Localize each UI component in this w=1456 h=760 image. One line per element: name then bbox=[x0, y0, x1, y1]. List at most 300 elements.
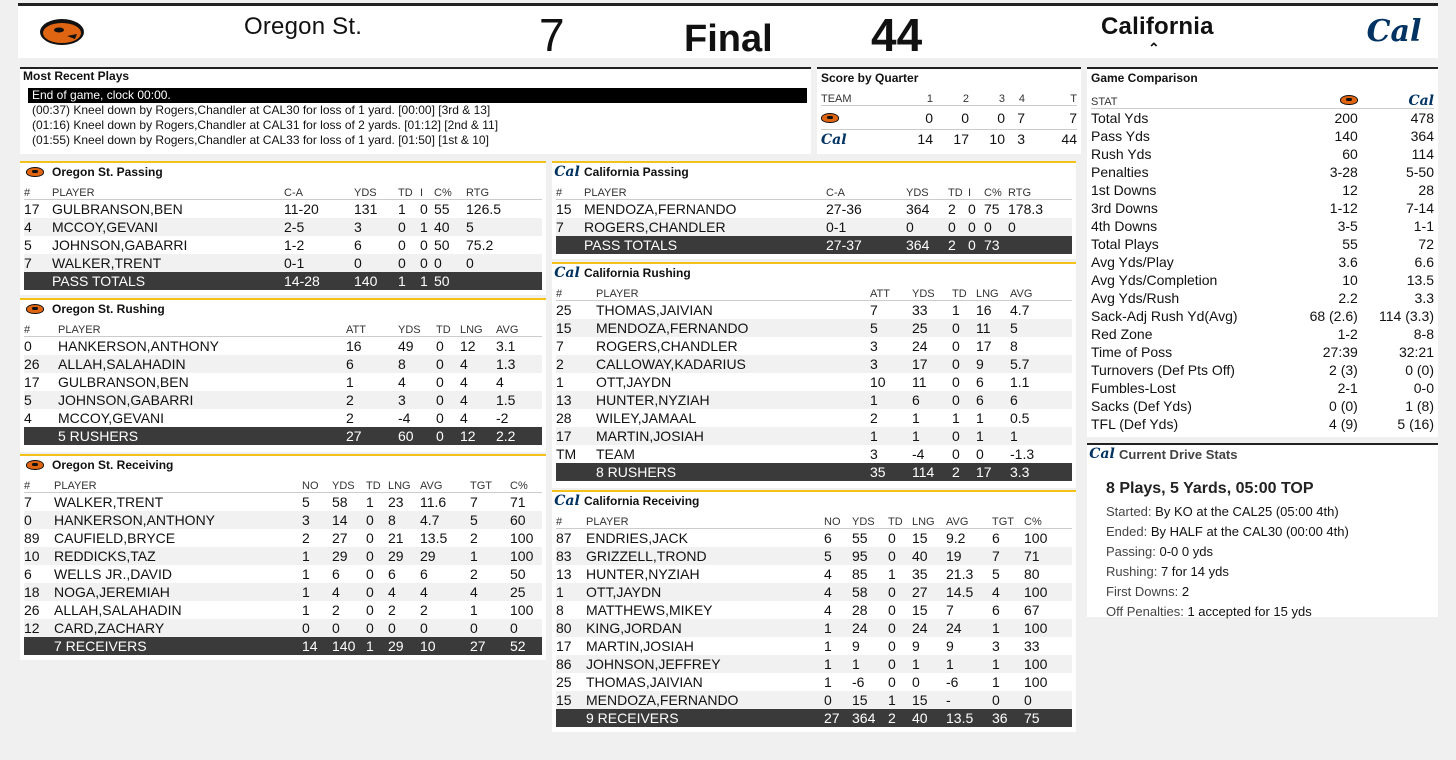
table-row[interactable] bbox=[24, 236, 542, 254]
stat-cell: 5 bbox=[992, 566, 1000, 582]
stat-cell: 0-1 bbox=[826, 218, 906, 236]
totals-cell: 2 bbox=[948, 236, 968, 254]
stat-value: 72 bbox=[1418, 236, 1434, 252]
stat-label: Avg Yds/Rush bbox=[1091, 290, 1180, 306]
col-header: I bbox=[420, 183, 434, 200]
stat-cell: 58 bbox=[332, 494, 348, 510]
stat-cell: 6 bbox=[346, 355, 398, 373]
stat-cell: 0 bbox=[510, 619, 542, 637]
col-header: TD bbox=[952, 284, 976, 301]
totals-row bbox=[556, 463, 1072, 481]
totals-cell: 2.2 bbox=[496, 427, 542, 445]
table-row[interactable] bbox=[24, 200, 542, 219]
osu-passing-title: Oregon St. Passing bbox=[52, 165, 163, 179]
col-header: RTG bbox=[466, 183, 542, 200]
col-header: # bbox=[24, 183, 52, 200]
stat-cell: 0 bbox=[952, 374, 960, 390]
stat-cell: 5 bbox=[24, 391, 58, 409]
stat-cell: 1 bbox=[870, 391, 912, 409]
stat-cell: 1-2 bbox=[284, 237, 305, 253]
table-row[interactable] bbox=[24, 619, 542, 637]
col-header: TD bbox=[888, 512, 912, 529]
play-row[interactable]: (01:55) Kneel down by Rogers,Chandler at CAL33 for loss of 1 yard. [01:50] [1st & 10] bbox=[32, 133, 489, 147]
stat-cell: 11-20 bbox=[284, 201, 319, 217]
totals-cell: 1 bbox=[420, 272, 434, 290]
stat-cell: 50 bbox=[434, 237, 450, 253]
stat-cell: 100 bbox=[510, 602, 534, 618]
stat-cell: 6 bbox=[992, 530, 1000, 546]
table-row[interactable] bbox=[556, 301, 1072, 320]
stat-cell: 0 bbox=[912, 674, 920, 690]
table-row[interactable] bbox=[556, 637, 1072, 655]
col-header: AVG bbox=[946, 512, 992, 529]
stat-cell: 100 bbox=[1024, 674, 1048, 690]
stat-cell: 17 bbox=[556, 427, 596, 445]
stat-cell: 4 bbox=[824, 566, 832, 582]
table-row bbox=[1091, 145, 1434, 163]
stat-cell: 11.6 bbox=[420, 494, 447, 510]
drive-stats-title: Current Drive Stats bbox=[1119, 446, 1238, 462]
col-header: 4 bbox=[1005, 89, 1025, 106]
table-row bbox=[1091, 199, 1434, 217]
stat-cell: 0 bbox=[332, 619, 366, 637]
stat-cell: 1.1 bbox=[1010, 374, 1030, 390]
stat-label: Pass Yds bbox=[1091, 128, 1150, 144]
stat-cell: 2 bbox=[470, 566, 478, 582]
stat-cell: 15 bbox=[556, 691, 586, 709]
osu-passing-panel bbox=[20, 161, 546, 295]
stat-cell: 16 bbox=[346, 338, 362, 354]
stat-cell: 5 bbox=[470, 511, 510, 529]
totals-cell: 35 bbox=[870, 463, 912, 481]
stat-cell: 75 bbox=[984, 201, 1000, 217]
stat-cell: 87 bbox=[556, 530, 572, 546]
game-status: Final bbox=[684, 18, 773, 60]
drive-stat-line: Off Penalties: 1 accepted for 15 yds bbox=[1106, 604, 1312, 619]
table-row bbox=[1091, 235, 1434, 253]
stat-cell: 9 bbox=[912, 638, 920, 654]
stat-cell: 28 bbox=[556, 410, 572, 426]
stat-cell: 1 bbox=[946, 655, 992, 673]
totals-cell: 73 bbox=[984, 236, 1008, 254]
beaver-logo-icon bbox=[26, 460, 44, 470]
totals-cell bbox=[556, 463, 596, 481]
stat-value: 1-1 bbox=[1413, 218, 1434, 234]
table-row[interactable] bbox=[24, 511, 542, 529]
col-header: TEAM bbox=[821, 89, 911, 106]
table-row bbox=[1091, 415, 1434, 433]
stat-cell: -4 bbox=[912, 446, 925, 462]
away-team-name[interactable]: Oregon St. bbox=[244, 13, 363, 40]
player-name: CALLOWAY,KADARIUS bbox=[596, 355, 870, 373]
stat-value: 3.3 bbox=[1414, 290, 1434, 306]
stat-cell: 3 bbox=[870, 446, 878, 462]
totals-cell: 27 bbox=[470, 637, 510, 655]
stat-cell: 4 bbox=[460, 391, 496, 409]
stat-value: 140 bbox=[1334, 128, 1358, 144]
stat-cell: 0 bbox=[420, 201, 428, 217]
table-row[interactable] bbox=[556, 373, 1072, 391]
stat-label: Time of Poss bbox=[1091, 344, 1173, 360]
col-header: 2 bbox=[933, 89, 969, 106]
player-name: THOMAS,JAIVIAN bbox=[586, 674, 703, 690]
totals-cell: 27 bbox=[824, 709, 852, 727]
play-row[interactable]: (01:16) Kneel down by Rogers,Chandler at CAL31 for loss of 2 yards. [01:12] [2nd & 11] bbox=[32, 118, 499, 132]
stat-cell: 0 bbox=[470, 619, 510, 637]
player-name: ENDRIES,JACK bbox=[586, 530, 688, 546]
table-row bbox=[1091, 253, 1434, 271]
table-row bbox=[1091, 217, 1434, 235]
stat-cell: 126.5 bbox=[466, 201, 502, 217]
totals-cell: 1 bbox=[398, 272, 420, 290]
table-row[interactable] bbox=[556, 565, 1072, 583]
total-score: 7 bbox=[1069, 109, 1077, 126]
stat-cell: 0 bbox=[968, 218, 984, 236]
player-name: HUNTER,NYZIAH bbox=[596, 391, 870, 409]
stat-value: 3-28 bbox=[1329, 164, 1358, 180]
col-header: LNG bbox=[912, 512, 946, 529]
player-name: MATTHEWS,MIKEY bbox=[586, 602, 713, 618]
stat-cell: 0 bbox=[984, 218, 1008, 236]
col-header: NO bbox=[302, 476, 332, 493]
table-row[interactable] bbox=[556, 445, 1072, 463]
table-row[interactable] bbox=[556, 200, 1072, 219]
totals-cell: 52 bbox=[510, 637, 542, 655]
stat-label: Total Yds bbox=[1091, 110, 1149, 126]
table-row[interactable] bbox=[556, 673, 1072, 691]
quarter-score: 10 bbox=[989, 131, 1005, 147]
table-row bbox=[1091, 163, 1434, 181]
player-name: GRIZZELL,TROND bbox=[586, 547, 824, 565]
stat-cell: 15 bbox=[556, 201, 572, 217]
drive-stat-line: Ended: By HALF at the CAL30 (00:00 4th) bbox=[1106, 524, 1349, 539]
player-name: HANKERSON,ANTHONY bbox=[54, 511, 302, 529]
stat-cell: 4 bbox=[332, 583, 366, 601]
stat-cell: 7 bbox=[556, 218, 584, 236]
stat-cell: 0 bbox=[436, 338, 444, 354]
table-row[interactable] bbox=[556, 218, 1072, 236]
play-row[interactable]: (00:37) Kneel down by Rogers,Chandler at CAL30 for loss of 1 yard. [00:00] [3rd & 13] bbox=[32, 103, 491, 117]
stat-value: 27:39 bbox=[1322, 344, 1358, 360]
stat-cell: 0 bbox=[888, 583, 912, 601]
stat-cell: 0.5 bbox=[1010, 410, 1030, 426]
col-header: PLAYER bbox=[54, 476, 302, 493]
stat-cell: 0 bbox=[888, 638, 896, 654]
col-header: I bbox=[968, 183, 984, 200]
stat-cell: 1 bbox=[556, 583, 586, 601]
stat-cell: 9 bbox=[946, 638, 954, 654]
totals-cell: 114 bbox=[912, 463, 952, 481]
drive-stats-panel bbox=[1087, 443, 1438, 617]
stat-cell: 0 bbox=[366, 566, 374, 582]
col-header: PLAYER bbox=[52, 183, 284, 200]
stat-cell: 71 bbox=[1024, 547, 1072, 565]
stat-cell: 2 bbox=[420, 602, 428, 618]
beaver-logo-icon bbox=[821, 113, 839, 123]
table-row[interactable] bbox=[556, 619, 1072, 637]
table-row[interactable] bbox=[24, 547, 542, 565]
stat-cell: 0 bbox=[388, 619, 420, 637]
player-name: THOMAS,JAIVIAN bbox=[596, 302, 713, 318]
stat-label: Total Plays bbox=[1091, 236, 1159, 252]
col-header: TD bbox=[948, 183, 968, 200]
stat-cell: 8 bbox=[398, 355, 436, 373]
home-team-logo[interactable] bbox=[1363, 10, 1425, 54]
table-row[interactable] bbox=[24, 373, 542, 391]
chevron-up-icon[interactable]: ⌃ bbox=[1148, 40, 1160, 56]
stat-cell: 1 bbox=[470, 547, 510, 565]
table-row[interactable] bbox=[24, 254, 542, 272]
table-row[interactable] bbox=[556, 355, 1072, 373]
table-row[interactable] bbox=[24, 565, 542, 583]
stat-cell: 13 bbox=[556, 566, 572, 582]
table-row[interactable] bbox=[24, 583, 542, 601]
stat-cell: 40 bbox=[434, 218, 466, 236]
stat-cell: 10 bbox=[870, 374, 886, 390]
player-name: KING,JORDAN bbox=[586, 619, 824, 637]
stat-cell: 0 bbox=[366, 530, 374, 546]
col-header: AVG bbox=[1010, 284, 1072, 301]
stat-cell: 6 bbox=[420, 566, 428, 582]
stat-cell: 9 bbox=[852, 638, 860, 654]
stat-value: 1-2 bbox=[1337, 326, 1358, 342]
stat-value: 4 (9) bbox=[1329, 416, 1358, 432]
stat-cell: 1 bbox=[470, 602, 478, 618]
stat-cell: 89 bbox=[24, 530, 40, 546]
stat-value: 0-0 bbox=[1413, 380, 1434, 396]
stat-cell: 0 bbox=[420, 254, 434, 272]
table-row[interactable] bbox=[24, 337, 542, 356]
totals-cell bbox=[556, 709, 586, 727]
table-row[interactable] bbox=[556, 583, 1072, 601]
stat-value: 28 bbox=[1418, 182, 1434, 198]
col-header: C-A bbox=[284, 183, 354, 200]
stat-cell: 95 bbox=[852, 547, 888, 565]
stat-cell: 0 bbox=[398, 237, 406, 253]
osu-rushing-panel bbox=[20, 298, 546, 452]
stat-cell: 17 bbox=[912, 355, 952, 373]
totals-row bbox=[556, 236, 1072, 254]
stat-cell: 14.5 bbox=[946, 583, 992, 601]
stat-cell: 17 bbox=[556, 638, 572, 654]
col-header: YDS bbox=[398, 320, 436, 337]
col-header: TD bbox=[398, 183, 420, 200]
player-name: GULBRANSON,BEN bbox=[58, 374, 189, 390]
totals-cell: 17 bbox=[976, 463, 1010, 481]
stat-cell: 7 bbox=[470, 494, 478, 510]
table-row bbox=[1091, 181, 1434, 199]
totals-cell: 36 bbox=[992, 709, 1024, 727]
stat-cell: 25 bbox=[510, 583, 542, 601]
stat-cell: 0 bbox=[968, 201, 976, 217]
table-row[interactable] bbox=[24, 529, 542, 547]
stat-value: 8-8 bbox=[1413, 326, 1434, 342]
game-comparison-table bbox=[1091, 91, 1434, 433]
col-header: # bbox=[556, 284, 596, 301]
stat-cell: 7 bbox=[24, 254, 52, 272]
cal-rushing-panel bbox=[552, 262, 1076, 488]
table-row bbox=[821, 130, 1077, 149]
player-name: NOGA,JEREMIAH bbox=[54, 583, 302, 601]
stat-cell: 4 bbox=[496, 374, 504, 390]
stat-value: 32:21 bbox=[1398, 344, 1434, 360]
player-name: MCCOY,GEVANI bbox=[58, 410, 165, 426]
quarter-score: 14 bbox=[917, 131, 933, 147]
stat-cell: 0 bbox=[952, 446, 960, 462]
player-name: ROGERS,CHANDLER bbox=[596, 338, 738, 354]
stat-cell: 1 bbox=[302, 566, 310, 582]
stat-cell: 5 bbox=[870, 319, 912, 337]
stat-cell: 55 bbox=[434, 201, 450, 217]
col-header: TD bbox=[436, 320, 460, 337]
stat-cell: 6 bbox=[976, 374, 984, 390]
table-row bbox=[1091, 361, 1434, 379]
totals-cell bbox=[24, 272, 52, 290]
stat-cell: 1 bbox=[888, 566, 896, 582]
totals-cell bbox=[1008, 236, 1072, 254]
stat-cell: 17 bbox=[24, 374, 40, 390]
stat-cell: 6 bbox=[992, 602, 1000, 618]
stat-cell: 1 bbox=[302, 547, 332, 565]
stat-cell: 7 bbox=[946, 602, 954, 618]
totals-label: PASS TOTALS bbox=[584, 236, 826, 254]
quarter-score: 7 bbox=[1017, 109, 1025, 126]
score-by-quarter-panel bbox=[817, 67, 1081, 154]
col-header: AVG bbox=[496, 320, 542, 337]
stat-label: Sacks (Def Yds) bbox=[1091, 398, 1192, 414]
stat-cell: 4 bbox=[460, 374, 468, 390]
cal-passing-table bbox=[556, 183, 1072, 254]
stat-cell: 2 bbox=[388, 602, 396, 618]
stat-value: 60 bbox=[1342, 146, 1358, 162]
stat-cell: 9 bbox=[976, 355, 1010, 373]
stat-cell: 71 bbox=[510, 494, 526, 510]
stat-cell: 1 bbox=[824, 638, 832, 654]
player-name: MENDOZA,FERNANDO bbox=[584, 201, 737, 217]
totals-cell: 2 bbox=[952, 463, 976, 481]
play-row[interactable]: End of game, clock 00:00. bbox=[28, 88, 807, 103]
drive-stat-line: Passing: 0-0 0 yds bbox=[1106, 544, 1213, 559]
stat-cell: 1 bbox=[824, 619, 852, 637]
stat-cell: 0-1 bbox=[284, 254, 354, 272]
stat-label: Fumbles-Lost bbox=[1091, 380, 1176, 396]
stat-cell: 0 bbox=[1008, 218, 1072, 236]
totals-label: 7 RECEIVERS bbox=[54, 637, 302, 655]
stat-cell: 100 bbox=[510, 547, 542, 565]
table-row[interactable] bbox=[24, 409, 542, 427]
col-header: 3 bbox=[969, 89, 1005, 106]
stat-cell: 1 bbox=[952, 302, 960, 318]
cal-logo-icon: Cal bbox=[554, 164, 580, 180]
stat-value: 5 (16) bbox=[1397, 416, 1434, 432]
stat-label: Red Zone bbox=[1091, 326, 1153, 342]
stat-cell: 0 bbox=[888, 619, 912, 637]
stat-cell: 0 bbox=[888, 602, 896, 618]
table-row bbox=[1091, 127, 1434, 145]
table-row[interactable] bbox=[556, 691, 1072, 709]
stat-cell: 0 bbox=[24, 338, 32, 354]
home-team-name[interactable]: California bbox=[1101, 13, 1214, 40]
game-comparison-panel bbox=[1087, 67, 1438, 437]
table-row[interactable] bbox=[24, 355, 542, 373]
table-row[interactable] bbox=[556, 655, 1072, 673]
totals-cell: 50 bbox=[434, 272, 466, 290]
stat-cell: 0 bbox=[354, 254, 398, 272]
stat-cell: 2 bbox=[556, 355, 596, 373]
col-header: 1 bbox=[911, 89, 933, 106]
col-header: YDS bbox=[912, 284, 952, 301]
stat-cell: 0 bbox=[436, 374, 444, 390]
table-row[interactable] bbox=[556, 529, 1072, 548]
score-by-quarter-title: Score by Quarter bbox=[821, 71, 919, 85]
stat-cell: 6 bbox=[332, 566, 340, 582]
stat-cell: 5 bbox=[1010, 319, 1072, 337]
stat-value: 478 bbox=[1410, 110, 1434, 126]
table-row[interactable] bbox=[24, 601, 542, 619]
col-header: TGT bbox=[992, 512, 1024, 529]
stat-label: Sack-Adj Rush Yd(Avg) bbox=[1091, 308, 1238, 324]
stat-cell: 3 bbox=[992, 638, 1000, 654]
col-header: ATT bbox=[870, 284, 912, 301]
col-header: YDS bbox=[852, 512, 888, 529]
table-row[interactable] bbox=[556, 427, 1072, 445]
stat-cell: 0 bbox=[948, 218, 968, 236]
away-score: 7 bbox=[539, 9, 565, 61]
stat-cell: -4 bbox=[398, 410, 411, 426]
stat-label: 1st Downs bbox=[1091, 182, 1157, 198]
col-header: LNG bbox=[976, 284, 1010, 301]
table-row[interactable] bbox=[24, 391, 542, 409]
stat-cell: 28 bbox=[852, 602, 868, 618]
away-team-logo[interactable] bbox=[32, 12, 92, 52]
totals-cell: 27-37 bbox=[826, 236, 906, 254]
table-row[interactable] bbox=[556, 409, 1072, 427]
quarter-score: 0 bbox=[961, 109, 969, 126]
stat-cell: 100 bbox=[510, 530, 534, 546]
cal-rushing-table bbox=[556, 284, 1072, 481]
table-row bbox=[1091, 379, 1434, 397]
col-header: AVG bbox=[420, 476, 470, 493]
stat-cell: 4.7 bbox=[1010, 302, 1030, 318]
totals-cell: 10 bbox=[420, 637, 470, 655]
stat-cell: 35 bbox=[912, 566, 928, 582]
table-row[interactable] bbox=[556, 601, 1072, 619]
stat-cell: 6 bbox=[388, 566, 396, 582]
stat-cell: 29 bbox=[420, 547, 470, 565]
table-row[interactable] bbox=[24, 493, 542, 512]
stat-value: 114 bbox=[1411, 146, 1434, 162]
table-row[interactable] bbox=[24, 218, 542, 236]
stat-cell: 4 bbox=[24, 218, 52, 236]
table-row[interactable] bbox=[556, 337, 1072, 355]
table-row[interactable] bbox=[556, 319, 1072, 337]
stat-cell: TM bbox=[556, 446, 577, 462]
player-name: JOHNSON,GABARRI bbox=[58, 391, 346, 409]
stat-cell: 1 bbox=[992, 619, 1024, 637]
stat-cell: 6 bbox=[354, 237, 362, 253]
table-row[interactable] bbox=[556, 391, 1072, 409]
quarter-score: 0 bbox=[997, 109, 1005, 126]
stat-cell: 1 bbox=[824, 655, 852, 673]
stat-cell: 0 bbox=[952, 338, 960, 354]
stat-cell: 15 bbox=[852, 691, 888, 709]
stat-label: Rush Yds bbox=[1091, 146, 1152, 162]
beaver-logo-icon bbox=[26, 304, 44, 314]
stat-cell: 1 bbox=[1010, 427, 1072, 445]
table-row[interactable] bbox=[556, 547, 1072, 565]
totals-cell: 29 bbox=[388, 637, 420, 655]
stat-label: Penalties bbox=[1091, 164, 1149, 180]
